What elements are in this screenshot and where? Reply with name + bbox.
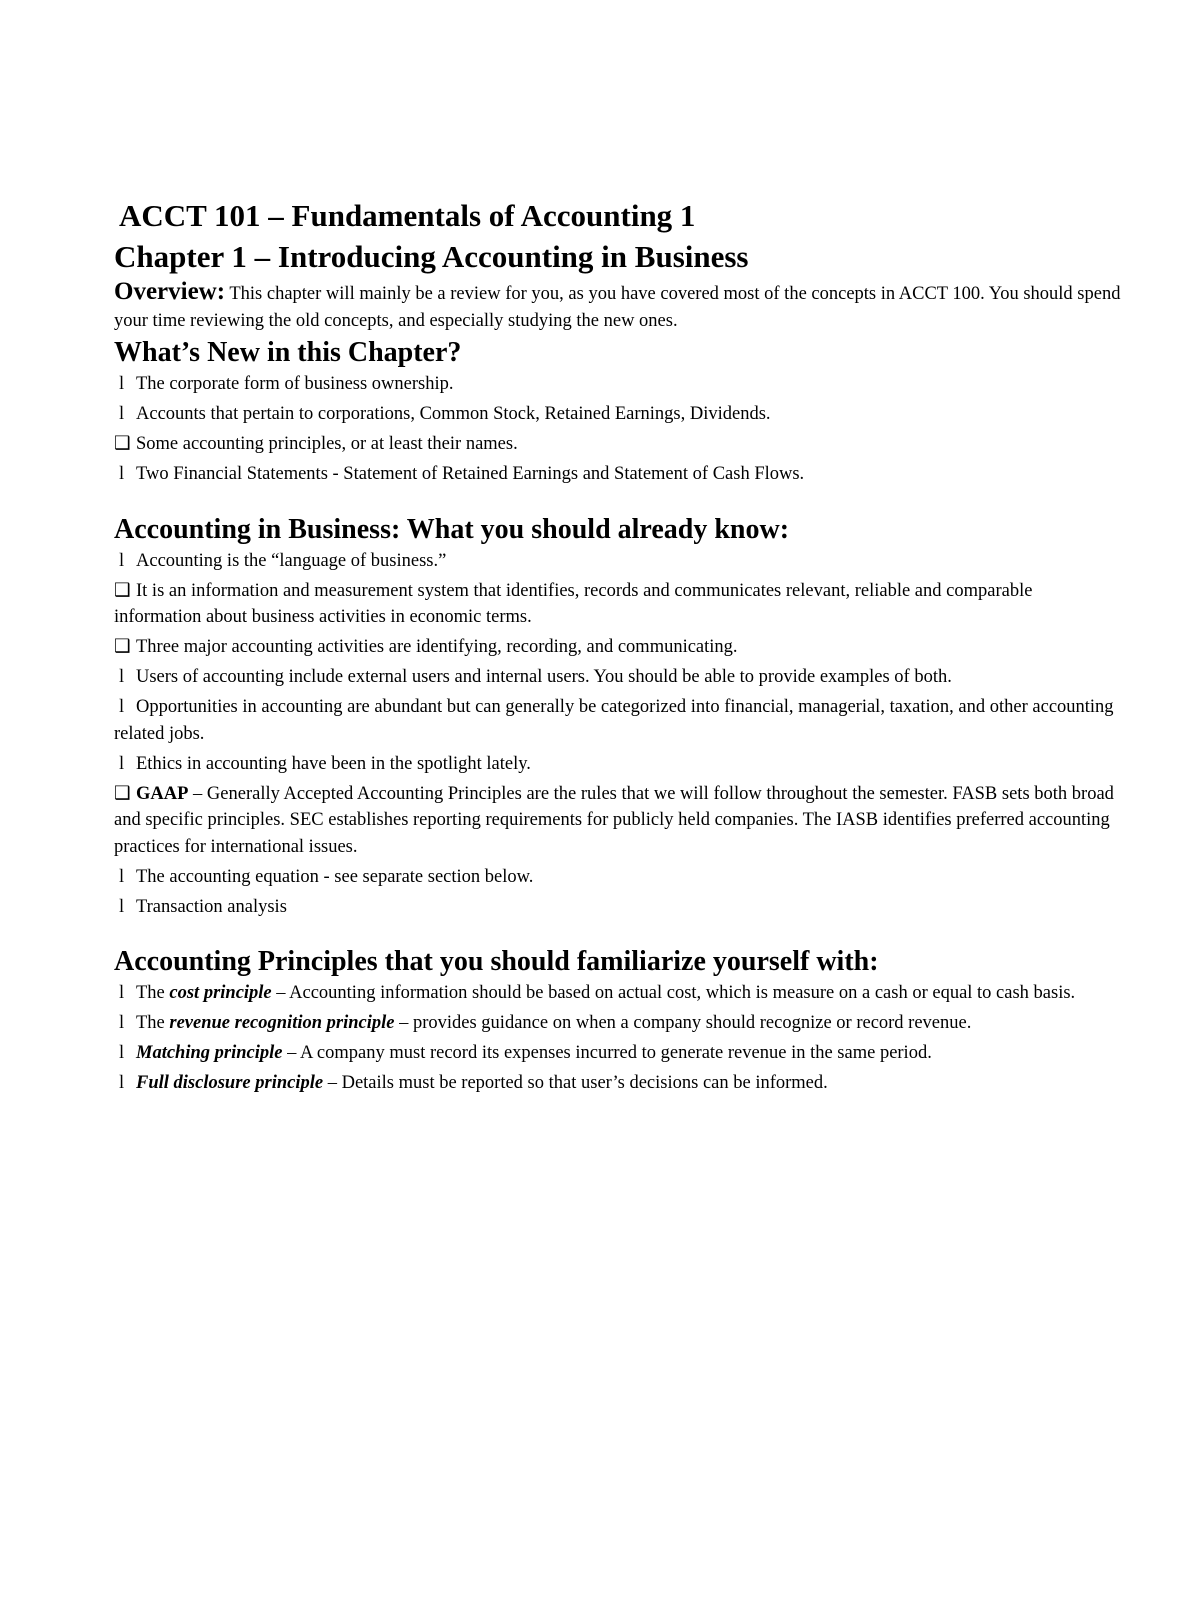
bullet-icon: l [119, 1073, 125, 1093]
bullet-icon: l [119, 550, 125, 571]
bullet-icon: l [119, 404, 125, 424]
list-item: ❑ Three major accounting activities are identifying, recording, and communicating. [114, 634, 1124, 661]
principle-term: cost principle [169, 983, 272, 1003]
list-item: l Ethics in accounting have been in the spotlight lately. [114, 751, 1124, 778]
checkbox-bullet-icon: ❑ [114, 434, 131, 454]
checkbox-bullet-icon: ❑ [114, 783, 131, 804]
chapter-title: Chapter 1 – Introducing Accounting in Business [114, 239, 749, 274]
checkbox-bullet-icon: ❑ [114, 637, 131, 657]
list-item: l Full disclosure principle – Details must be reported so that user’s decisions can be informed. [114, 1070, 1124, 1097]
list-item: l Opportunities in accounting are abundant but can generally be categorized into financial, managerial, taxation, and other accounting related jobs. [114, 694, 1124, 747]
principles-heading: Accounting Principles that you should familiarize yourself with: [114, 946, 879, 977]
list-item: l The revenue recognition principle – provides guidance on when a company should recognize or record revenue. [114, 1010, 1124, 1037]
list-item: l The corporate form of business ownership. [114, 371, 1124, 398]
overview-label: Overview: [114, 278, 226, 305]
document-page [114, 196, 1124, 1100]
list-item: l Accounting is the “language of business.” [114, 548, 1124, 575]
bullet-icon: l [119, 374, 125, 394]
list-item: l The accounting equation - see separate section below. [114, 864, 1124, 891]
list-item: l Accounts that pertain to corporations, Common Stock, Retained Earnings, Dividends. [114, 401, 1124, 428]
principles-list [114, 980, 1124, 1097]
list-item: ❑ It is an information and measurement system that identifies, records and communicates relevant, reliable and comparable information about business activities in economic terms. [114, 578, 1124, 631]
course-title: ACCT 101 – Fundamentals of Accounting 1 [119, 198, 696, 233]
list-item: ❑ GAAP – Generally Accepted Accounting Principles are the rules that we will follow throughout the semester. FASB sets both broad and specific principles. SEC establishes reporting requirements for publicly held companies. The IASB identifies preferred accounting practices for international issues. [114, 781, 1124, 861]
whats-new-heading: What’s New in this Chapter? [114, 337, 462, 368]
list-item: l Matching principle – A company must record its expenses incurred to generate revenue in the same period. [114, 1040, 1124, 1067]
gaap-term: GAAP [136, 783, 189, 804]
list-item: l The cost principle – Accounting information should be based on actual cost, which is measure on a cash or equal to cash basis. [114, 980, 1124, 1007]
already-know-list [114, 548, 1124, 921]
list-item: l Transaction analysis [114, 894, 1124, 921]
bullet-icon: l [119, 697, 125, 717]
list-item: l Users of accounting include external users and internal users. You should be able to provide examples of both. [114, 664, 1124, 691]
already-know-heading: Accounting in Business: What you should already know: [114, 513, 790, 545]
bullet-icon: l [119, 753, 125, 774]
principle-term: revenue recognition principle [169, 1013, 395, 1033]
bullet-icon: l [119, 1043, 125, 1063]
bullet-icon: l [119, 667, 125, 687]
checkbox-bullet-icon: ❑ [114, 580, 131, 601]
bullet-icon: l [119, 464, 125, 484]
bullet-icon: l [119, 866, 125, 887]
bullet-icon: l [119, 983, 125, 1003]
list-item: ❑ Some accounting principles, or at least their names. [114, 431, 1124, 458]
overview-paragraph [114, 278, 1124, 335]
bullet-icon: l [119, 896, 125, 917]
bullet-icon: l [119, 1013, 125, 1033]
list-item: l Two Financial Statements - Statement of Retained Earnings and Statement of Cash Flows. [114, 461, 1124, 488]
whats-new-list [114, 371, 1124, 488]
principle-term: Full disclosure principle [136, 1073, 324, 1093]
principle-term: Matching principle [136, 1043, 283, 1063]
overview-text: This chapter will mainly be a review for you, as you have covered most of the concepts in ACCT 100. You should spend your time reviewing the old concepts, and especially studying the new ones. [114, 284, 1121, 331]
